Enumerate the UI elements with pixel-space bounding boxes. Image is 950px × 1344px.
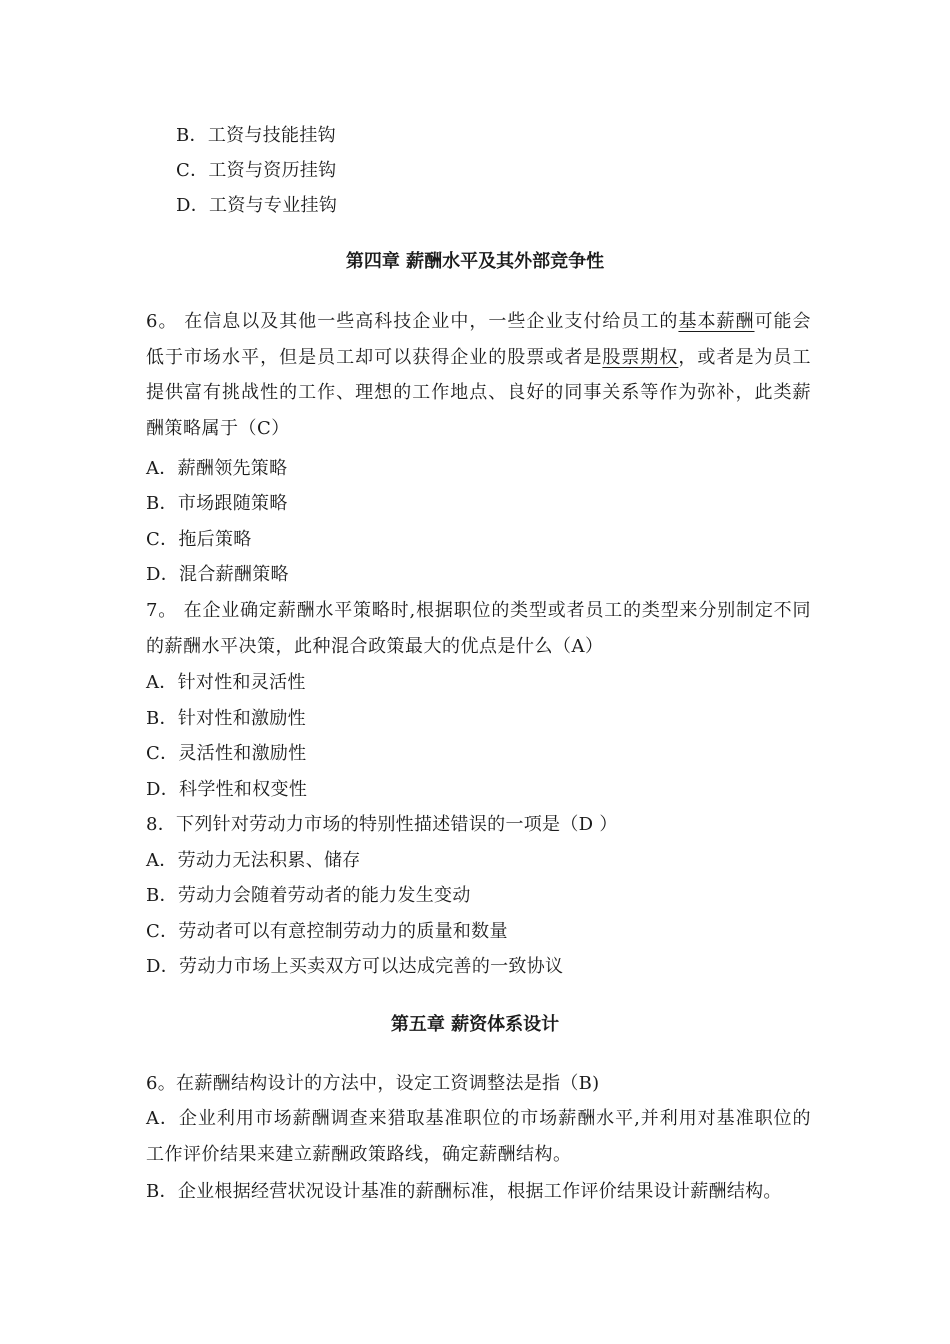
q7-option-d: D．科学性和权变性 xyxy=(146,779,308,800)
question-6-text-part1: 6。 在信息以及其他一些高科技企业中，一些企业支付给员工的 xyxy=(146,311,679,332)
question-6-text-part3: ，或者是为员工提供富有挑战性的工作、理想的工作地点、良好的同事关系等作为弥补，此类薪酬策略属于（C） xyxy=(146,346,812,439)
q8-option-c: C．劳动者可以有意控制劳动力的质量和数量 xyxy=(146,921,508,942)
ch5-question-6-text: 6。在薪酬结构设计的方法中，设定工资调整法是指（B) xyxy=(146,1073,600,1094)
question-7-text: 7。 在企业确定薪酬水平策略时,根据职位的类型或者员工的类型来分别制定不同的薪酬水平决策，此种混合政策最大的优点是什么（A） xyxy=(146,600,811,657)
q6-option-a: A．薪酬领先策略 xyxy=(146,458,288,479)
q8-option-d: D．劳动力市场上买卖双方可以达成完善的一致协议 xyxy=(146,956,564,977)
option-c: C．工资与资历挂钩 xyxy=(176,160,337,181)
q7-option-a: A．针对性和灵活性 xyxy=(146,672,306,693)
option-d: D．工资与专业挂钩 xyxy=(176,195,338,216)
q8-option-b: B．劳动力会随着劳动者的能力发生变动 xyxy=(146,885,471,906)
question-6-text xyxy=(146,304,811,446)
question-8-text: 8．下列针对劳动力市场的特别性描述错误的一项是（D ） xyxy=(146,814,618,835)
chapter-5-heading: 第五章 薪资体系设计 xyxy=(390,1014,560,1035)
option-b: B．工资与技能挂钩 xyxy=(176,125,336,146)
q7-option-b: B．针对性和激励性 xyxy=(146,708,306,729)
q6-option-c: C．拖后策略 xyxy=(146,529,252,550)
ch5-q6-option-a: A．企业利用市场薪酬调查来猎取基准职位的市场薪酬水平,并利用对基准职位的工作评价结果来建立薪酬政策路线，确定薪酬结构。 xyxy=(146,1108,811,1165)
q8-option-a: A．劳动力无法积累、储存 xyxy=(146,850,361,871)
q7-option-c: C．灵活性和激励性 xyxy=(146,743,307,764)
q6-option-d: D．混合薪酬策略 xyxy=(146,564,289,585)
q6-option-b: B．市场跟随策略 xyxy=(146,493,288,514)
chapter-4-heading: 第四章 薪酬水平及其外部竞争性 xyxy=(345,251,605,272)
underlined-term-stock-options: 股票期权 xyxy=(602,346,679,368)
underlined-term-basic-pay: 基本薪酬 xyxy=(678,311,755,332)
question-6-text-part2: 可能会低于市场水平，但是员工却可以获得企业的股票或者是 xyxy=(146,311,812,368)
ch5-q6-option-b: B．企业根据经营状况设计基准的薪酬标准，根据工作评价结果设计薪酬结构。 xyxy=(146,1181,782,1202)
